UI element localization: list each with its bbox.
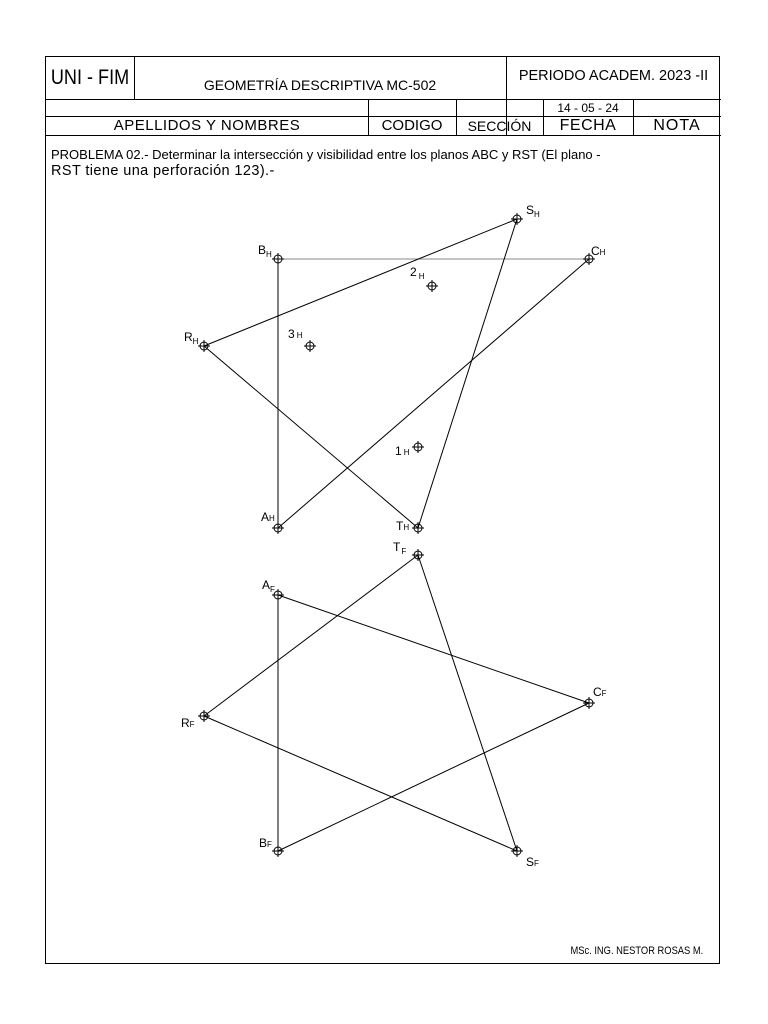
label-3H: 3 H	[288, 327, 303, 341]
edge-RF-SF	[204, 716, 517, 851]
front-view-lines	[204, 555, 589, 851]
point-marker-SH	[511, 213, 523, 225]
date-value: 14 - 05 - 24	[557, 100, 619, 115]
top-view-lines	[204, 219, 589, 528]
point-marker-1H	[412, 441, 424, 453]
label-BH: $B_H$	[258, 243, 272, 259]
label-TF: $T_F$	[393, 540, 407, 556]
label-RH: $R_H$	[184, 330, 199, 346]
point-marker-BF	[272, 845, 284, 857]
label-TH: TH	[396, 519, 410, 533]
period-label: PERIODO ACADEM. 2023 -II	[518, 68, 709, 84]
code-column-header: CODIGO	[381, 117, 443, 134]
edge-RH-SH	[204, 219, 517, 346]
author-signature: MSc. ING. NESTOR ROSAS M.	[570, 945, 703, 957]
edge-TF-SF	[418, 555, 517, 851]
names-column-header: APELLIDOS Y NOMBRES	[113, 117, 301, 134]
section-column-header: SECCIÓN	[467, 117, 532, 134]
problem-line-1: PROBLEMA 02.- Determinar la intersección y visibilidad entre los planos ABC y RST (El plano -	[51, 147, 601, 162]
edge-SH-TH	[418, 219, 517, 528]
edge-RH-TH	[204, 346, 418, 528]
edge-AF-CF	[278, 595, 589, 703]
label-CH: CH	[591, 244, 606, 258]
point-marker-RF	[198, 710, 210, 722]
point-marker-BH	[272, 253, 284, 265]
point-marker-3H	[304, 340, 316, 352]
edge-RF-TF	[204, 555, 418, 716]
course-title: GEOMETRÍA DESCRIPTIVA MC-502	[203, 77, 437, 93]
date-column-header: FECHA	[559, 116, 617, 134]
label-SH: $S_H$	[526, 203, 540, 219]
label-AH: AH	[261, 510, 275, 524]
edge-BF-CF	[278, 703, 589, 851]
label-RF: RF	[181, 716, 195, 730]
label-2H: 2 $_H$	[410, 265, 425, 281]
label-AF: $A_F$	[262, 578, 275, 594]
label-CF: CF	[593, 685, 607, 699]
problem-line-2: RST tiene una perforación 123).-	[51, 163, 275, 179]
edge-AH-CH	[278, 259, 589, 528]
point-markers	[198, 213, 595, 857]
grade-column-header: NOTA	[653, 116, 701, 134]
label-BF: BF	[259, 836, 272, 850]
point-marker-TF	[412, 549, 424, 561]
institution-label: UNI - FIM	[50, 66, 130, 89]
point-marker-SF	[511, 845, 523, 857]
point-marker-2H	[426, 280, 438, 292]
point-labels	[181, 203, 607, 869]
label-SF: SF	[526, 855, 539, 869]
label-1H: 1 H	[395, 444, 410, 458]
